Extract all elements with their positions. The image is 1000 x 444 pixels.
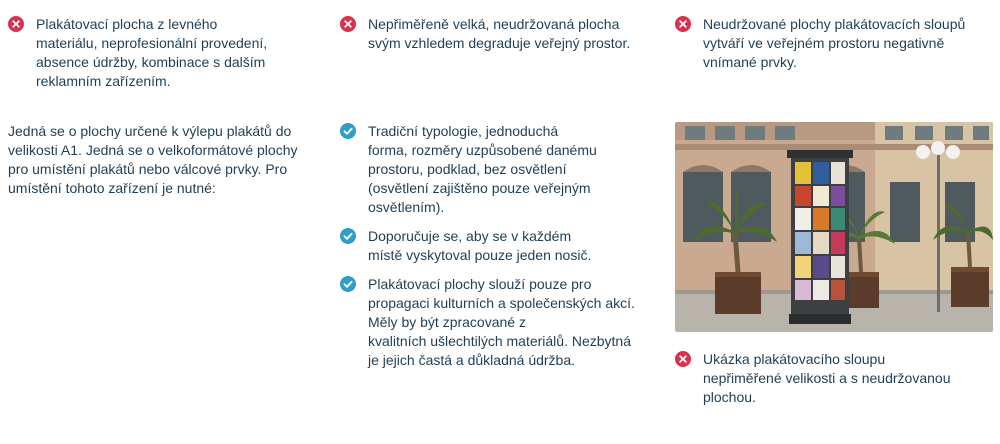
negative-item-text: Nepřiměřeně velká, neudržovaná plocha svým vzhledem degraduje veřejný prostor. [368, 16, 631, 51]
intro-paragraph: Jedná se o plochy určené k výlepu plakátů do velikosti A1. Jedná se o velkoformátové plochy pro umístění plakátů nebo válcové prvky. Pro umístění tohoto zařízení je nutné: [8, 123, 298, 196]
street-scene-illustration [675, 122, 993, 332]
rule-item [340, 275, 660, 370]
check-circle-icon [340, 123, 356, 139]
negative-item-text: Neudržované plochy plakátovacích sloupů vytváří ve veřejném prostoru negativně vnímané prvky. [703, 16, 966, 70]
cross-circle-icon [340, 16, 356, 32]
check-circle-icon [340, 276, 356, 292]
photo-caption [675, 350, 995, 407]
rule-text: Tradiční typologie, jednoduchá forma, rozměry uzpůsobené danému prostoru, podklad, bez osvětlení (osvětlení zajištěno pouze veřejným osvětlením). [368, 123, 597, 215]
cross-circle-icon [675, 16, 691, 32]
negative-item-1 [8, 15, 328, 91]
check-circle-icon [340, 228, 356, 244]
rule-item [340, 227, 660, 265]
cross-circle-icon [675, 351, 691, 367]
rule-text: Plakátovací plochy slouží pouze pro propagaci kulturních a společenských akcí. Měly by být zpracované z kvalitních ušlechtilých materiálů. Nezbytná je jejich častá a důkladná údržba. [368, 276, 635, 368]
negative-item-2 [340, 15, 660, 53]
rule-text: Doporučuje se, aby se v každém místě vyskytoval pouze jeden nosič. [368, 228, 592, 263]
advertising-column-photo [675, 122, 993, 332]
rules-list [340, 122, 660, 370]
cross-circle-icon [8, 16, 24, 32]
negative-item-3 [675, 15, 995, 72]
rule-item [340, 122, 660, 217]
negative-item-text: Plakátovací plocha z levného materiálu, neprofesionální provedení, absence údržby, kombinace s dalším reklamním zařízením. [36, 16, 268, 89]
photo-caption-text: Ukázka plakátovacího sloupu nepřiměřené velikosti a s neudržovanou plochou. [703, 351, 951, 405]
